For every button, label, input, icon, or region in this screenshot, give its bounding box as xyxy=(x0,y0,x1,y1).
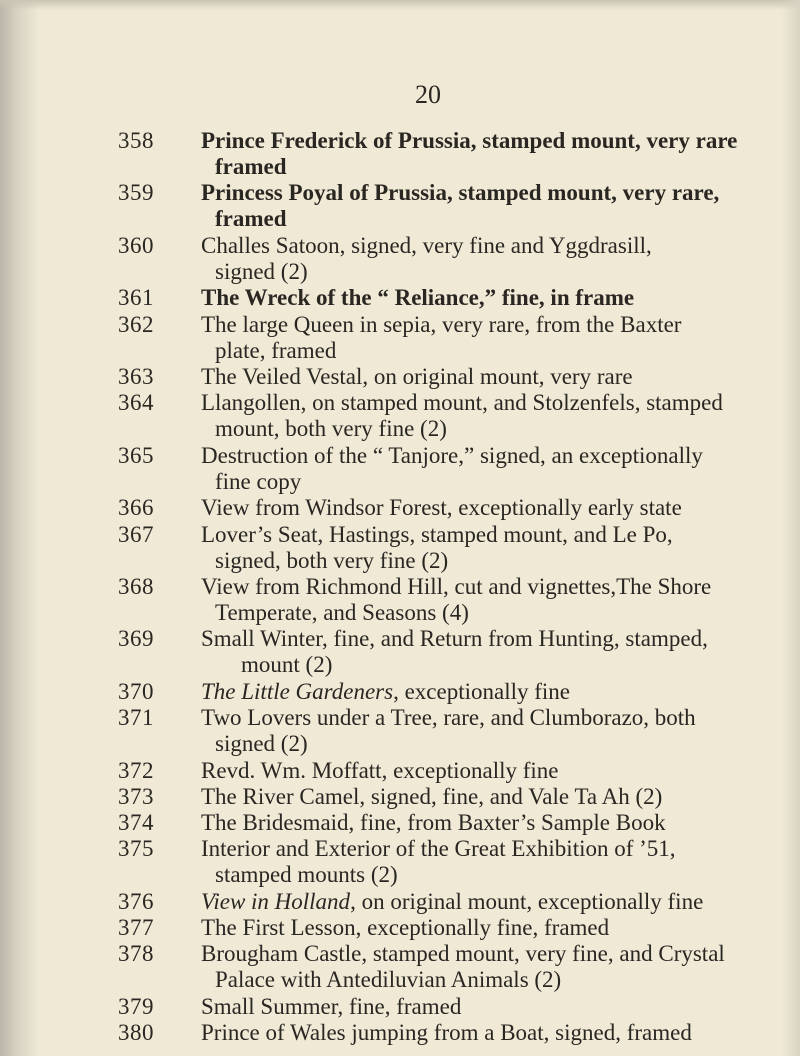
lot-number: 362 xyxy=(118,312,154,337)
lot-number: 364 xyxy=(118,390,154,415)
lot-description-line-2: mount, both very fine (2) xyxy=(215,416,447,441)
lot-number: 375 xyxy=(118,836,154,861)
lot-number: 379 xyxy=(118,994,154,1019)
page-number: 20 xyxy=(415,80,441,109)
lot-description xyxy=(201,495,787,521)
lot-description-line-1: Challes Satoon, signed, very fine and Yggdrasill, xyxy=(201,233,652,258)
lot-description xyxy=(201,443,787,495)
lot-number: 358 xyxy=(118,128,154,153)
lot-description-line-2: Temperate, and Seasons (4) xyxy=(215,600,469,625)
lot-number: 377 xyxy=(118,915,154,940)
lot-description xyxy=(201,836,787,888)
lot-number: 371 xyxy=(118,705,154,730)
lot-number: 366 xyxy=(118,495,154,520)
lot-description xyxy=(201,810,787,836)
lot-description-line-1: The Bridesmaid, fine, from Baxter’s Sample Book xyxy=(201,810,666,835)
lot-description xyxy=(201,758,787,784)
lot-description-line-2: framed xyxy=(215,206,287,231)
lot-description-line-2: framed xyxy=(215,154,287,179)
lot-number: 369 xyxy=(118,626,154,651)
lot-description-line-2: stamped mounts (2) xyxy=(215,862,398,887)
lot-description-line-1: Brougham Castle, stamped mount, very fine, and Crystal xyxy=(201,941,725,966)
lot-description xyxy=(201,233,787,285)
lot-description-line-1: The River Camel, signed, fine, and Vale Ta Ah (2) xyxy=(201,784,663,809)
lot-number: 363 xyxy=(118,364,154,389)
lot-description-line-1: Prince Frederick of Prussia, stamped mount, very rare xyxy=(201,128,738,153)
lot-description xyxy=(201,390,787,442)
lot-description xyxy=(201,679,787,705)
lot-description-line-1: Interior and Exterior of the Great Exhibition of ’51, xyxy=(201,836,676,861)
lot-description-line-2: Palace with Antediluvian Animals (2) xyxy=(215,967,562,992)
lot-number: 376 xyxy=(118,889,154,914)
lot-description-line-1: View from Richmond Hill, cut and vignettes,The Shore xyxy=(201,574,712,599)
lot-number: 370 xyxy=(118,679,154,704)
lot-description-line-1: Destruction of the “ Tanjore,” signed, an exceptionally xyxy=(201,443,703,468)
lot-description xyxy=(201,889,787,915)
lot-description xyxy=(201,626,787,678)
lot-description-line-2: mount (2) xyxy=(241,652,333,677)
lot-number: 368 xyxy=(118,574,154,599)
lot-description-line-2: plate, framed xyxy=(215,338,337,363)
lot-description-line-1: The Wreck of the “ Reliance,” fine, in frame xyxy=(201,285,635,310)
lot-description-line-1: View from Windsor Forest, exceptionally early state xyxy=(201,495,682,520)
lot-description-line-1: View in Holland, on original mount, exceptionally fine xyxy=(201,889,704,914)
lot-description xyxy=(201,522,787,574)
lot-number: 361 xyxy=(118,285,154,310)
lot-number: 378 xyxy=(118,941,154,966)
lot-number: 365 xyxy=(118,443,154,468)
lot-description-line-2: signed (2) xyxy=(215,731,308,756)
lot-number: 380 xyxy=(118,1020,154,1045)
lot-number: 367 xyxy=(118,522,154,547)
lot-description-line-1: Prince of Wales jumping from a Boat, signed, framed xyxy=(201,1020,692,1045)
lot-description-line-1: Llangollen, on stamped mount, and Stolzenfels, stamped xyxy=(201,390,723,415)
lot-description-line-1: Lover’s Seat, Hastings, stamped mount, and Le Po, xyxy=(201,522,673,547)
lot-description-line-1: Two Lovers under a Tree, rare, and Clumborazo, both xyxy=(201,705,696,730)
lot-description xyxy=(201,285,787,311)
lot-description-line-1: The Little Gardeners, exceptionally fine xyxy=(201,679,570,704)
lot-description xyxy=(201,312,787,364)
lot-description xyxy=(201,994,787,1020)
lot-description-line-2: signed (2) xyxy=(215,259,308,284)
lot-description xyxy=(201,705,787,757)
lot-description-line-1: The Veiled Vestal, on original mount, very rare xyxy=(201,364,633,389)
lot-number: 359 xyxy=(118,180,154,205)
lot-description-line-2: fine copy xyxy=(215,469,302,494)
lot-number: 360 xyxy=(118,233,154,258)
page-gutter-shadow xyxy=(0,0,40,1056)
lot-description xyxy=(201,364,787,390)
lot-number: 372 xyxy=(118,758,154,783)
lot-description xyxy=(201,128,787,180)
lot-number: 374 xyxy=(118,810,154,835)
lot-description-line-2: signed, both very fine (2) xyxy=(215,548,449,573)
lot-description-line-1: Revd. Wm. Moffatt, exceptionally fine xyxy=(201,758,559,783)
page-top-shadow xyxy=(0,0,800,10)
lot-description-line-1: Small Summer, fine, framed xyxy=(201,994,462,1019)
lot-description xyxy=(201,941,787,993)
lot-description-line-1: The large Queen in sepia, very rare, from the Baxter xyxy=(201,312,682,337)
lot-description xyxy=(201,180,787,232)
lot-description xyxy=(201,784,787,810)
lot-description-line-1: Princess Poyal of Prussia, stamped mount, very rare, xyxy=(201,180,720,205)
lot-description xyxy=(201,574,787,626)
lot-number: 373 xyxy=(118,784,154,809)
lot-description xyxy=(201,915,787,941)
lot-description-line-1: Small Winter, fine, and Return from Hunting, stamped, xyxy=(201,626,708,651)
lot-description-line-1: The First Lesson, exceptionally fine, framed xyxy=(201,915,610,940)
lot-description xyxy=(201,1020,787,1046)
